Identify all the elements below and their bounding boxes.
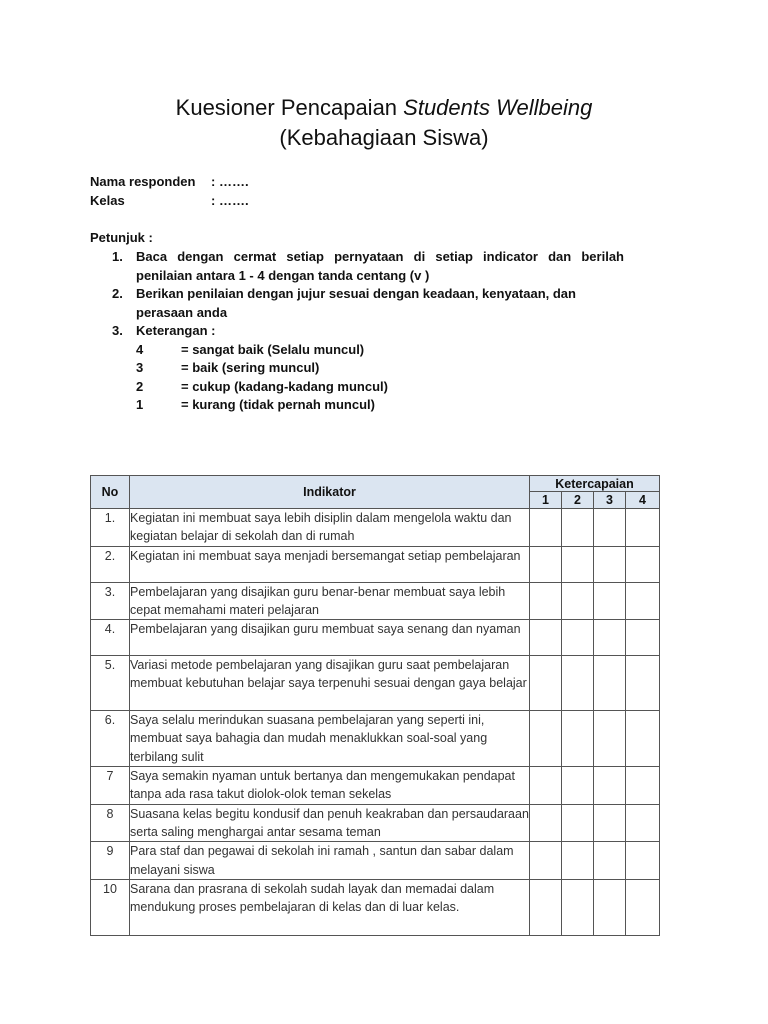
row-number: 5.	[91, 656, 130, 711]
score-cell-4[interactable]	[626, 879, 660, 935]
score-cell-4[interactable]	[626, 546, 660, 582]
instruction-number: 3.	[112, 323, 123, 338]
header-achievement: Ketercapaian	[530, 476, 660, 492]
row-number: 3.	[91, 582, 130, 620]
score-cell-1[interactable]	[530, 509, 562, 547]
score-value: 1	[136, 397, 144, 412]
header-no: No	[91, 476, 130, 509]
score-cell-2[interactable]	[562, 546, 594, 582]
table-row	[91, 879, 660, 935]
instructions-list	[112, 248, 624, 415]
row-indicator: Sarana dan prasrana di sekolah sudah layak dan memadai dalam mendukung proses pembelajaran di kelas dan di luar kelas.	[130, 879, 530, 935]
score-cell-2[interactable]	[562, 879, 594, 935]
score-legend-item	[136, 341, 624, 360]
table-row	[91, 804, 660, 842]
row-number: 2.	[91, 546, 130, 582]
score-cell-1[interactable]	[530, 767, 562, 805]
table-row	[91, 620, 660, 656]
row-indicator: Pembelajaran yang disajikan guru membuat saya senang dan nyaman	[130, 620, 530, 656]
table-row	[91, 509, 660, 547]
title-prefix: Kuesioner Pencapaian	[175, 95, 404, 120]
respondent-name-value: : …….	[211, 174, 249, 189]
score-cell-2[interactable]	[562, 804, 594, 842]
instruction-text: Berikan penilaian dengan jujur sesuai dengan keadaan, kenyataan, dan perasaan anda	[136, 286, 576, 320]
score-legend	[136, 341, 624, 415]
score-cell-1[interactable]	[530, 804, 562, 842]
score-description: = sangat baik (Selalu muncul)	[181, 341, 365, 357]
row-number: 4.	[91, 620, 130, 656]
respondent-name-label: Nama responden	[90, 174, 196, 189]
score-cell-1[interactable]	[530, 620, 562, 656]
respondent-class-line	[90, 192, 249, 210]
score-cell-2[interactable]	[562, 620, 594, 656]
score-description: = baik (sering muncul)	[181, 360, 320, 375]
score-legend-item	[136, 396, 624, 415]
instruction-item	[112, 285, 624, 322]
score-cell-1[interactable]	[530, 546, 562, 582]
score-cell-4[interactable]	[626, 804, 660, 842]
table-row	[91, 546, 660, 582]
score-legend-item	[136, 378, 624, 397]
row-number: 6.	[91, 711, 130, 767]
instructions-heading: Petunjuk :	[90, 230, 153, 245]
score-cell-2[interactable]	[562, 582, 594, 620]
score-cell-1[interactable]	[530, 582, 562, 620]
row-indicator: Para staf dan pegawai di sekolah ini ramah , santun dan sabar dalam melayani siswa	[130, 842, 530, 880]
row-indicator: Saya semakin nyaman untuk bertanya dan mengemukakan pendapat tanpa ada rasa takut diolok-olok teman sekelas	[130, 767, 530, 805]
header-score-2: 2	[562, 492, 594, 509]
score-cell-1[interactable]	[530, 842, 562, 880]
respondent-class-value: : …….	[211, 193, 249, 208]
header-score-3: 3	[594, 492, 626, 509]
score-cell-2[interactable]	[562, 656, 594, 711]
score-cell-1[interactable]	[530, 879, 562, 935]
table-row	[91, 842, 660, 880]
respondent-name-line	[90, 173, 249, 191]
score-cell-1[interactable]	[530, 711, 562, 767]
score-value: 2	[136, 378, 144, 394]
score-cell-4[interactable]	[626, 582, 660, 620]
instruction-number: 2.	[112, 286, 123, 301]
score-cell-4[interactable]	[626, 842, 660, 880]
score-cell-4[interactable]	[626, 767, 660, 805]
score-description: = kurang (tidak pernah muncul)	[181, 397, 375, 412]
row-number: 8	[91, 804, 130, 842]
row-indicator: Kegiatan ini membuat saya lebih disiplin dalam mengelola waktu dan kegiatan belajar di sekolah dan di rumah	[130, 509, 530, 547]
row-number: 10	[91, 879, 130, 935]
score-cell-3[interactable]	[594, 620, 626, 656]
row-indicator: Kegiatan ini membuat saya menjadi bersemangat setiap pembelajaran	[130, 546, 530, 582]
table-row	[91, 656, 660, 711]
score-cell-2[interactable]	[562, 509, 594, 547]
instruction-item	[112, 322, 624, 415]
score-cell-2[interactable]	[562, 711, 594, 767]
score-cell-3[interactable]	[594, 879, 626, 935]
instruction-text: Baca dengan cermat setiap pernyataan di setiap indicator dan berilah penilaian antara 1 - 4 dengan tanda centang (v )	[136, 249, 624, 283]
instruction-item	[112, 248, 624, 285]
score-cell-1[interactable]	[530, 656, 562, 711]
score-description: = cukup (kadang-kadang muncul)	[181, 378, 388, 394]
score-cell-3[interactable]	[594, 842, 626, 880]
row-number: 7	[91, 767, 130, 805]
instruction-text: Keterangan :	[136, 323, 216, 338]
score-cell-3[interactable]	[594, 509, 626, 547]
document-title	[0, 94, 768, 122]
score-cell-3[interactable]	[594, 767, 626, 805]
document-subtitle: (Kebahagiaan Siswa)	[279, 125, 489, 150]
header-score-1: 1	[530, 492, 562, 509]
row-number: 9	[91, 842, 130, 880]
score-cell-4[interactable]	[626, 509, 660, 547]
table-row	[91, 767, 660, 805]
score-cell-2[interactable]	[562, 767, 594, 805]
score-value: 3	[136, 360, 144, 375]
row-indicator: Suasana kelas begitu kondusif dan penuh keakraban dan persaudaraan serta saling menghargai antar sesama teman	[130, 804, 530, 842]
row-indicator: Variasi metode pembelajaran yang disajikan guru saat pembelajaran membuat kebutuhan belajar saya terpenuhi sesuai dengan gaya belajar	[130, 656, 530, 711]
score-value: 4	[136, 341, 144, 357]
row-indicator: Pembelajaran yang disajikan guru benar-benar membuat saya lebih cepat memahami materi pelajaran	[130, 582, 530, 620]
row-number: 1.	[91, 509, 130, 547]
respondent-class-label: Kelas	[90, 193, 125, 208]
score-cell-3[interactable]	[594, 804, 626, 842]
score-cell-4[interactable]	[626, 620, 660, 656]
header-indicator: Indikator	[130, 476, 530, 509]
score-cell-3[interactable]	[594, 656, 626, 711]
score-cell-3[interactable]	[594, 582, 626, 620]
score-legend-item	[136, 359, 624, 378]
score-cell-3[interactable]	[594, 711, 626, 767]
score-cell-3[interactable]	[594, 546, 626, 582]
score-cell-2[interactable]	[562, 842, 594, 880]
instruction-number: 1.	[112, 249, 123, 264]
score-cell-4[interactable]	[626, 656, 660, 711]
title-italic: Students Wellbeing	[403, 95, 593, 120]
table-row	[91, 711, 660, 767]
table-row	[91, 582, 660, 620]
header-score-4: 4	[626, 492, 660, 509]
score-cell-4[interactable]	[626, 711, 660, 767]
row-indicator: Saya selalu merindukan suasana pembelajaran yang seperti ini, membuat saya bahagia dan mudah menaklukkan soal-soal yang terbilang sulit	[130, 711, 530, 767]
questionnaire-table	[90, 475, 660, 936]
